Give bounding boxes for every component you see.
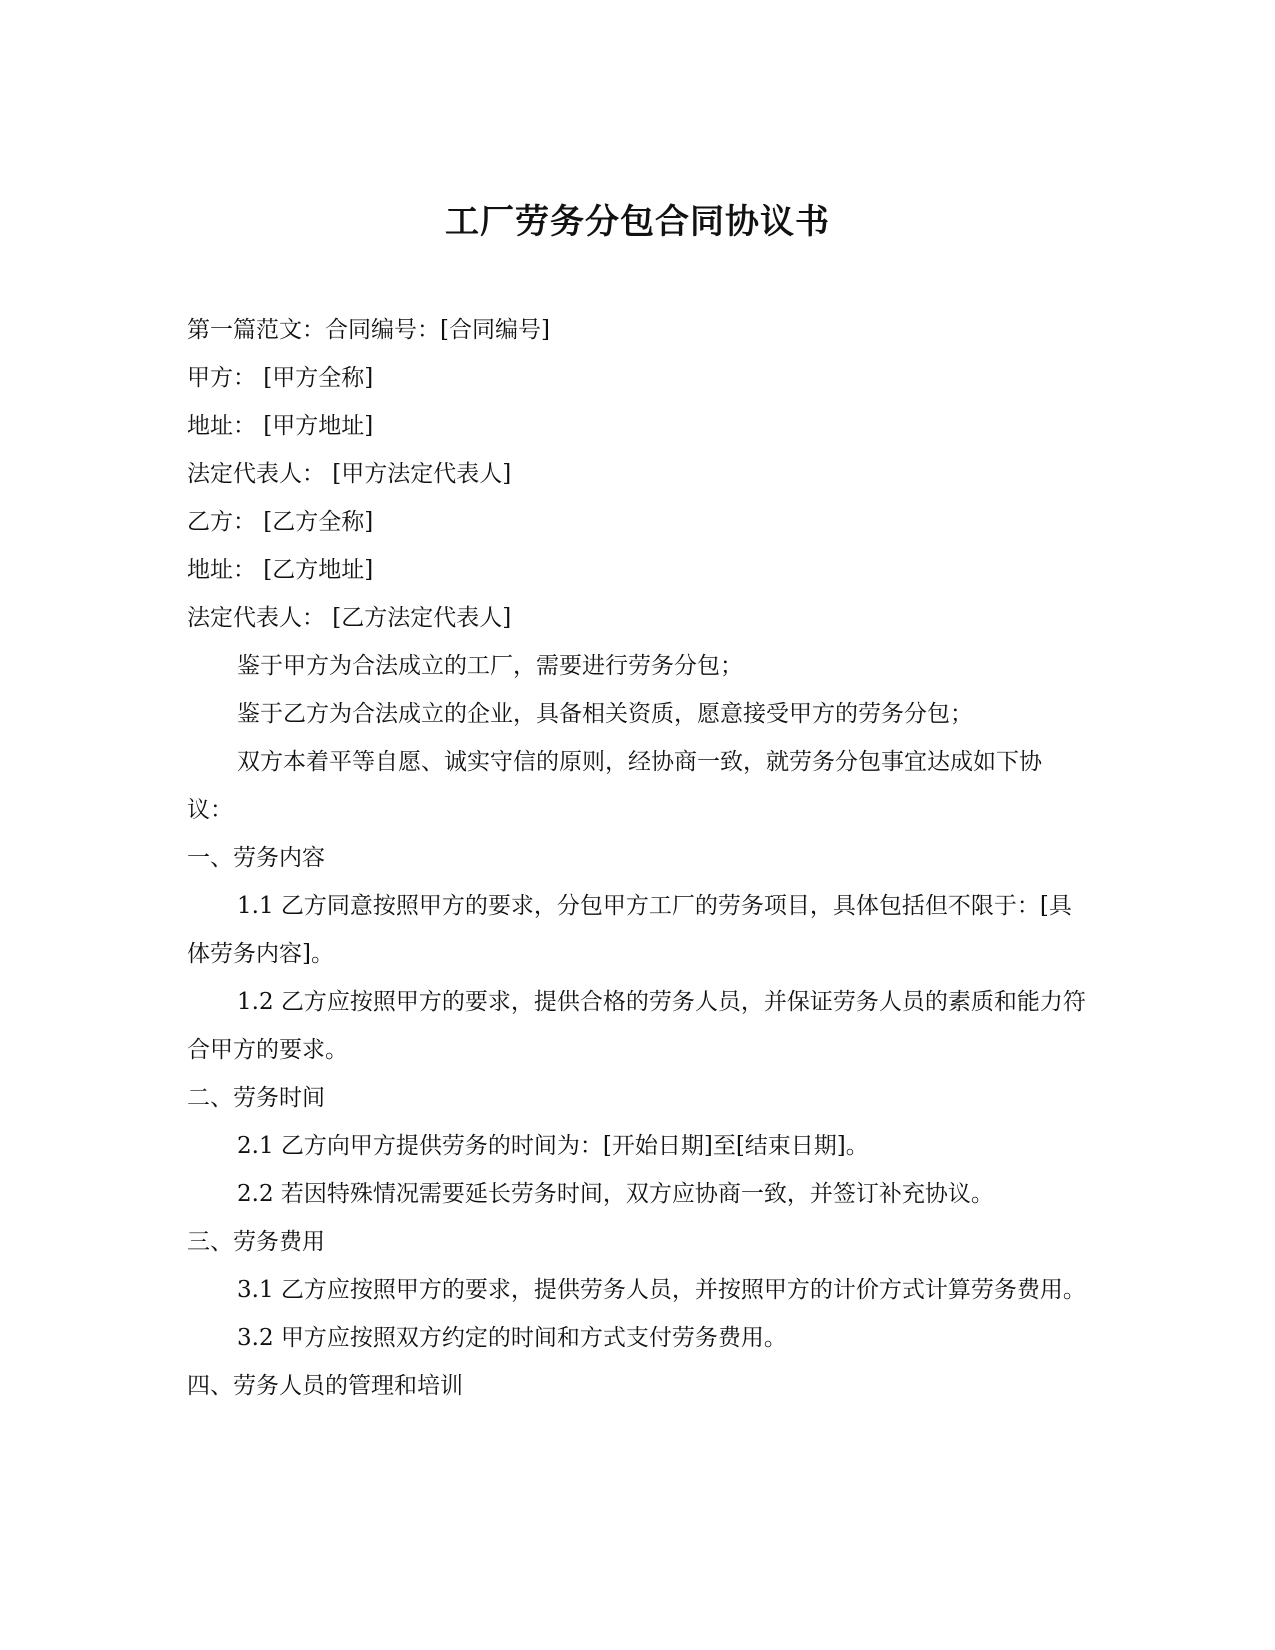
section-heading: 四、劳务人员的管理和培训: [187, 1373, 463, 1399]
party-a-representative-line: 法定代表人： [甲方法定代表人]: [187, 461, 512, 487]
clause-3-1: 3.1 乙方应按照甲方的要求，提供劳务人员，并按照甲方的计价方式计算劳务费用。: [237, 1277, 1086, 1303]
clause-1-1: 1.1 乙方同意按照甲方的要求，分包甲方工厂的劳务项目，具体包括但不限于：[具体劳务内容]。: [187, 893, 1072, 967]
party-a-name-line: 甲方： [甲方全称]: [187, 365, 374, 391]
clause-3-2: 3.2 甲方应按照双方约定的时间和方式支付劳务费用。: [237, 1325, 787, 1351]
contract-number-line: 第一篇范文：合同编号：[合同编号]: [187, 317, 550, 343]
clause-2-1: 2.1 乙方向甲方提供劳务的时间为：[开始日期]至[结束日期]。: [237, 1133, 869, 1159]
document-body: [187, 306, 1087, 1410]
section-heading: 一、劳务内容: [187, 845, 325, 871]
section-heading: 三、劳务费用: [187, 1229, 325, 1255]
clause-1-2: 1.2 乙方应按照甲方的要求，提供合格的劳务人员，并保证劳务人员的素质和能力符合甲方的要求。: [187, 989, 1086, 1063]
party-b-name-line: 乙方： [乙方全称]: [187, 509, 374, 535]
document-title: 工厂劳务分包合同协议书: [445, 202, 830, 242]
recital-party-a: 鉴于甲方为合法成立的工厂，需要进行劳务分包；: [237, 653, 743, 679]
party-b-representative-line: 法定代表人： [乙方法定代表人]: [187, 605, 512, 631]
recital-agreement: 双方本着平等自愿、诚实守信的原则，经协商一致，就劳务分包事宜达成如下协议：: [187, 749, 1042, 823]
party-a-address-line: 地址： [甲方地址]: [187, 413, 374, 439]
clause-2-2: 2.2 若因特殊情况需要延长劳务时间，双方应协商一致，并签订补充协议。: [237, 1181, 994, 1207]
recital-party-b: 鉴于乙方为合法成立的企业，具备相关资质，愿意接受甲方的劳务分包；: [237, 701, 973, 727]
section-heading: 二、劳务时间: [187, 1085, 325, 1111]
party-b-address-line: 地址： [乙方地址]: [187, 557, 374, 583]
